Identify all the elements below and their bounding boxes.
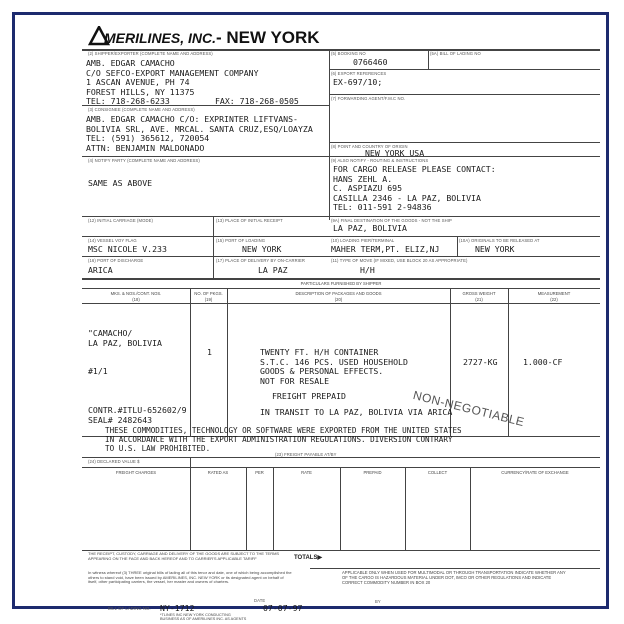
charges-col-rate: RATE — [301, 470, 312, 475]
date-value: 07-07-97 — [263, 603, 303, 613]
notify-label: (4) NOTIFY PARTY (COMPLETE NAME AND ADDRESS) — [88, 158, 200, 163]
container-block — [88, 406, 187, 425]
col-meas-number: (22) — [550, 297, 558, 302]
bill-of-lading-label: (5A) BILL OF LADING NO — [430, 51, 481, 56]
rule — [329, 69, 600, 70]
rule — [82, 288, 600, 289]
divider — [227, 288, 228, 436]
originals-label: (10A) ORIGINALS TO BE RELEASED AT — [459, 238, 540, 243]
vessel-label: (14) VESSEL VOY FLAG — [88, 238, 137, 243]
col-marks-number: (18) — [132, 297, 140, 302]
consignee-line: ATTN: BENJAMIN MALDONADO — [86, 142, 205, 153]
rule — [82, 256, 600, 257]
marks-line: LA PAZ, BOLIVIA — [88, 337, 162, 348]
forwarding-agent-label: (7) FORWARDING AGENT/F.M.C NO. — [331, 96, 406, 101]
description-line: GOODS & PERSONAL EFFECTS. — [260, 366, 384, 377]
also-notify-line: CASILLA 2346 - LA PAZ, BOLIVIA — [333, 192, 481, 203]
shipper-fax: FAX: 718-268-0505 — [215, 96, 299, 106]
container-line: SEAL# 2482643 — [88, 414, 153, 425]
non-negotiable-stamp: NON-NEGOTIABLE — [411, 388, 526, 430]
consignee-address — [86, 115, 313, 153]
col-desc-number: (20) — [334, 297, 343, 302]
export-statement — [105, 426, 462, 453]
shipper-line: 1 ASCAN AVENUE, PH 74 — [86, 77, 190, 88]
by-label: BY — [375, 599, 381, 604]
date-label: DATE — [254, 598, 266, 603]
divider — [213, 216, 214, 278]
divider — [273, 467, 274, 550]
port-discharge-value: ARICA — [88, 265, 113, 275]
point-origin-value: NEW YORK USA — [365, 148, 425, 158]
divider — [340, 467, 341, 550]
freight-payable-label: (23) FREIGHT PAYABLE AT/BY — [275, 452, 337, 457]
booking-number: 0766460 — [353, 57, 388, 67]
divider — [246, 467, 247, 550]
divider — [457, 236, 458, 256]
loading-pier-value: MAHER TERM,PT. ELIZ,NJ — [331, 244, 440, 254]
vessel-value: MSC NICOLE V.233 — [88, 244, 167, 254]
consignee-label: (3) CONSIGNEE (COMPLETE NAME AND ADDRESS) — [88, 107, 195, 112]
charges-col-per: PER — [255, 470, 264, 475]
bl-subtext: *TLINES INC NEW YORK CONDUCTING BUSINESS AS OF AMERILINES INC. AS AGENTS — [160, 613, 247, 622]
bill-of-lading — [20, 16, 604, 622]
charges-col-prepaid: PREPAID — [363, 470, 382, 475]
packages-count: 1 — [207, 347, 212, 357]
notify-value: SAME AS ABOVE — [88, 178, 153, 188]
col-pkgs-header: NO. OF PKGS. — [194, 291, 223, 296]
divider — [470, 467, 471, 550]
container-line: CONTR.#ITLU-652602/9 — [88, 405, 187, 415]
col-marks-header: MKS. & NOS./CONT. NOS. — [110, 291, 162, 296]
rule — [82, 156, 600, 157]
shipper-line: AMB. EDGAR CAMACHO — [86, 58, 175, 68]
final-destination-value: LA PAZ, BOLIVIA — [333, 223, 407, 233]
export-refs-label: (6) EXPORT REFERENCES — [331, 71, 387, 76]
divider — [405, 467, 406, 550]
receipt-terms: THE RECEIPT, CUSTODY, CARRIAGE AND DELIVERY OF THE GOODS ARE SUBJECT TO THE TERMS APPEARING ON THE FACE AND BACK HEREOF AND TO CARRIER'S APPLICABLE TARIFF — [88, 551, 280, 561]
shipper-line: TEL: 718-268-6233 — [86, 96, 170, 107]
also-notify-label: (9) ALSO NOTIFY - ROUTING & INSTRUCTIONS — [331, 158, 429, 163]
description-line: S.T.C. 146 PCS. USED HOUSEHOLD — [260, 356, 408, 367]
witness-clause: In witness whereof (3) THREE original bills of lading all of this tenor and date, one of which being accomplished the others to stand void, have been issued by AMERILINES, INC. NEW YORK or its designated agent on behalf of itself, other participating carriers, the vessel, her master and owners of charters. — [88, 570, 292, 585]
totals-label: TOTALS▶ — [294, 555, 323, 561]
rule — [82, 216, 600, 217]
freight-prepaid: FREIGHT PREPAID — [272, 391, 346, 401]
booking-label: (5) BOOKING NO — [331, 51, 366, 56]
also-notify-line: HANS ZEHL A. — [333, 173, 393, 184]
port-loading-value: NEW YORK — [242, 244, 282, 254]
also-notify-line: TEL: 011-591 2-94836 — [333, 202, 432, 213]
port-loading-label: (15) PORT OF LOADING — [216, 238, 266, 243]
marks-block — [88, 329, 162, 377]
charges-col-collect: COLLECT — [427, 470, 448, 475]
company-city: - NEW YORK — [216, 28, 320, 47]
final-destination-label: (9A) FINAL DESTINATION OF THE GOODS - NOT THE SHIP — [331, 218, 452, 223]
also-notify-instructions — [333, 165, 496, 213]
bl-number-label: BILL OF LADING NO. — [108, 606, 151, 611]
applicable-notice: APPLICABLE ONLY WHEN USED FOR MULTIMODAL OR THROUGH TRANSPORTATION INDICATE WHETHER ANY OF THE CARGO IS HAZARDOUS MATERIAL UNDER DOT, IMCO OR OTHER REGULATIONS AND INDICATE CORRECT COMMODITY NUMBER IN BOX 20 — [342, 570, 566, 585]
col-desc-header: DESCRIPTION OF PACKAGES AND GOODS — [295, 291, 382, 296]
in-transit: IN TRANSIT TO LA PAZ, BOLIVIA VIA ARICA — [260, 407, 453, 417]
gross-weight: 2727-KG — [463, 357, 498, 367]
declared-value-label: (24) DECLARED VALUE $ — [88, 459, 140, 464]
shipper-line: FOREST HILLS, NY 11375 — [86, 86, 195, 97]
marks-line: #1/1 — [88, 366, 108, 377]
particulars-title: PARTICULARS FURNISHED BY SHIPPER — [300, 281, 382, 286]
type-move-value: H/H — [360, 265, 375, 275]
place-delivery-value: LA PAZ — [258, 265, 288, 275]
col-weight-header: GROSS WEIGHT — [462, 291, 496, 296]
also-notify-line: C. ASPIAZU 695 — [333, 183, 403, 194]
rule — [82, 457, 600, 458]
rule — [329, 94, 600, 95]
consignee-line: AMB. EDGAR CAMACHO C/O: EXPRINTER LIFTVANS- — [86, 114, 298, 124]
col-meas-header: MEASUREMENT — [537, 291, 571, 296]
measurement: 1.000-CF — [523, 357, 563, 367]
col-weight-number: (21) — [475, 297, 483, 302]
description-line: NOT FOR RESALE — [260, 375, 330, 386]
marks-line — [88, 348, 162, 358]
charges-col-rated: RATED AS — [207, 470, 229, 475]
rule — [82, 236, 600, 237]
bl-number-value: NY-1712 — [160, 603, 195, 613]
also-notify-line: FOR CARGO RELEASE PLEASE CONTACT: — [333, 164, 496, 174]
marks-line: "CAMACHO/ — [88, 328, 133, 338]
charges-col-currency: CURRENCY/RATE OF EXCHANGE — [501, 470, 569, 475]
description-block — [260, 348, 408, 386]
type-move-label: (11) TYPE OF MOVE (IF MIXED, USE BLOCK 20 AS APPROPRIATE) — [331, 258, 468, 263]
consignee-line: TEL: (591) 365612, 720054 — [86, 133, 210, 144]
charges-col-freight: FREIGHT CHARGES — [115, 470, 157, 475]
export-statement-line: THESE COMMODITIES, TECHNOLOGY OR SOFTWARE WERE EXPORTED FROM THE UNITED STATES — [105, 426, 462, 435]
divider — [428, 49, 429, 69]
rule — [82, 467, 600, 468]
shipper-label: (2) SHIPPER/EXPORTER (COMPLETE NAME AND ADDRESS) — [88, 51, 213, 56]
description-line: TWENTY FT. H/H CONTAINER — [260, 347, 379, 357]
rule — [310, 568, 600, 569]
place-receipt-label: (13) PLACE OF INITIAL RECEIPT — [216, 218, 283, 223]
divider — [190, 288, 191, 436]
export-refs-value: EX-697/10; — [333, 77, 383, 87]
divider — [329, 49, 330, 220]
initial-carriage-label: (12) INITIAL CARRIAGE (MODE) — [88, 218, 153, 223]
loading-pier-label: (10) LOADING PIER/TERMINAL — [331, 238, 395, 243]
export-statement-line: IN ACCORDANCE WITH THE EXPORT ADMINISTRATION REGULATIONS. DIVERSION CONTRARY — [105, 435, 453, 444]
rule — [82, 278, 600, 280]
export-statement-line: TO U.S. LAW PROHIBITED. — [105, 444, 211, 453]
rule — [329, 142, 600, 143]
place-delivery-label: (17) PLACE OF DELIVERY BY ON-CARRIER — [216, 258, 306, 263]
port-discharge-label: (16) PORT OF DISCHARGE — [88, 258, 144, 263]
company-name: MERILINES, INC. — [104, 30, 217, 46]
rule — [82, 303, 600, 304]
col-pkgs-number: (19) — [204, 297, 213, 302]
consignee-line: BOLIVIA SRL, AVE. MRCAL. SANTA CRUZ,ESQ/LOAYZA — [86, 123, 313, 134]
point-origin-label: (8) POINT AND COUNTRY OF ORIGIN — [331, 144, 408, 149]
originals-value: NEW YORK — [475, 244, 515, 254]
shipper-line: C/O SEFCO-EXPORT MANAGEMENT COMPANY — [86, 67, 259, 78]
